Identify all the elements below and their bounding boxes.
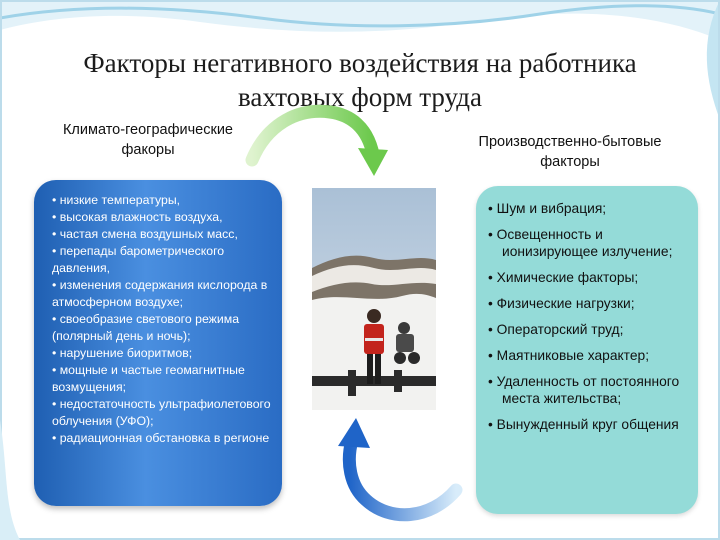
production-factor-item: • Освещенность и ионизирующее излучение; [488, 227, 673, 259]
climate-factors-list [52, 192, 274, 447]
production-factor-item: • Химические факторы; [488, 270, 639, 285]
climate-factor-item: • высокая влажность воздуха, [52, 210, 223, 224]
climate-factor-item: • радиационная обстановка в регионе [52, 431, 270, 445]
production-factor-item: • Вынужденный круг общения [488, 417, 679, 432]
production-factor-item: • Удаленность от постоянного места жительства; [488, 374, 680, 406]
production-factor-item: • Шум и вибрация; [488, 201, 607, 216]
left-category-heading: Климато-географические факоры [62, 122, 233, 158]
climate-factor-item: • перепады барометрического давления, [52, 244, 225, 275]
climate-factor-item: • недостаточность ультрафиолетового облучения (УФО); [52, 397, 271, 428]
slide-title: Факторы негативного воздействия на работника вахтовых форм труда [83, 48, 637, 112]
production-factor-item: • Маятниковые характер; [488, 348, 650, 363]
right-category-heading: Производственно-бытовые факторы [478, 134, 662, 170]
production-factors-list [488, 200, 694, 442]
production-factor-item: • Операторский труд; [488, 322, 624, 337]
production-factor-item: • Физические нагрузки; [488, 296, 635, 311]
climate-factor-item: • нарушение биоритмов; [52, 346, 193, 360]
climate-factor-item: • частая смена воздушных масс, [52, 227, 238, 241]
climate-factor-item: • изменения содержания кислорода в атмосферном воздухе; [52, 278, 268, 309]
climate-factor-item: • низкие температуры, [52, 193, 181, 207]
climate-factor-item: • мощные и частые геомагнитные возмущения; [52, 363, 245, 394]
arctic-workers-photo [312, 188, 436, 410]
climate-factor-item: • своеобразие светового режима (полярный день и ночь); [52, 312, 240, 343]
